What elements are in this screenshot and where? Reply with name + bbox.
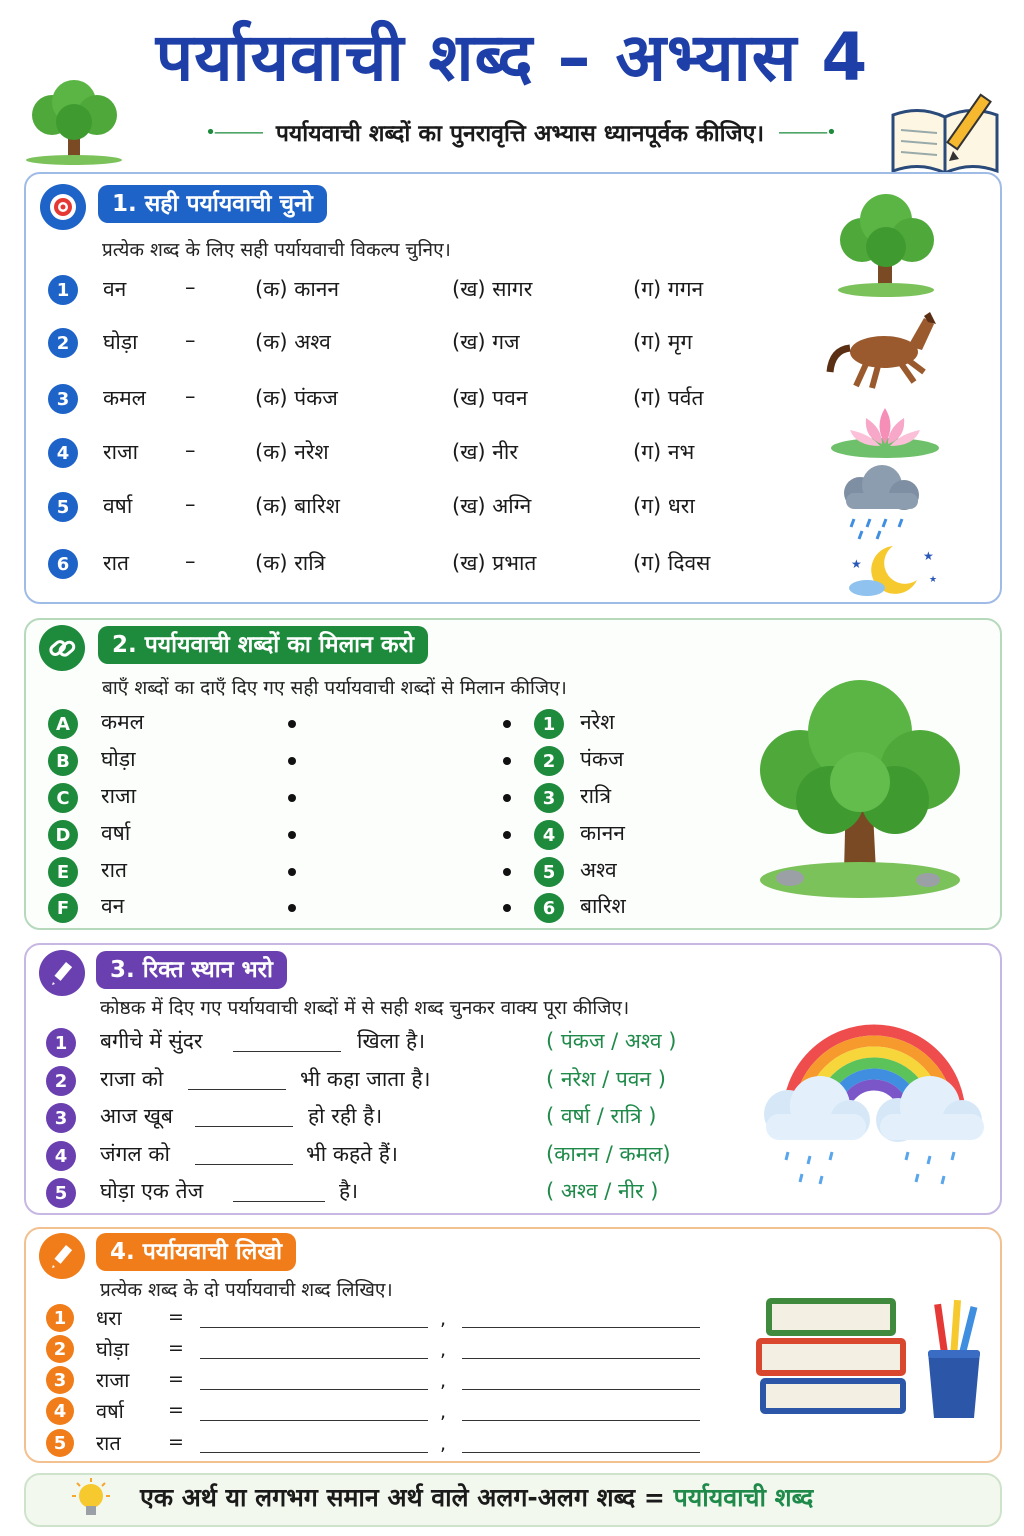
answer-blank[interactable] [188,1088,286,1090]
footer-definition-text: एक अर्थ या लगभग समान अर्थ वाले अलग-अलग शब्द = [140,1483,665,1512]
question-number: 3 [46,1103,76,1133]
footer-text [140,1480,813,1514]
dash: – [185,438,196,462]
question-word: वर्षा [96,1399,124,1423]
match-right-word: कानन [580,821,625,845]
question-number: 2 [46,1066,76,1096]
tree-icon [834,192,939,304]
match-left-dot[interactable] [288,831,296,839]
answer-blank-2[interactable] [462,1388,700,1390]
section-3-instruction: कोष्ठक में दिए गए पर्यायवाची शब्दों में से सही शब्द चुनकर वाक्य पूरा कीजिए। [100,997,630,1019]
sentence-start: जंगल को [100,1142,170,1166]
section-1-heading: 1. सही पर्यायवाची चुनो [98,185,327,223]
open-book-icon [885,85,1010,184]
option-ka[interactable]: (क) बारिश [255,494,340,518]
word-options: ( अश्व / नीर ) [546,1179,659,1203]
comma: , [440,1401,447,1423]
sentence-end: भी कहा जाता है। [300,1067,431,1091]
option-kha[interactable]: (ख) सागर [452,277,533,301]
option-kha[interactable]: (ख) गज [452,330,520,354]
match-right-dot[interactable] [503,794,511,802]
match-number: 1 [534,709,564,739]
match-right-dot[interactable] [503,831,511,839]
match-left-word: रात [101,858,127,882]
section-1-instruction: प्रत्येक शब्द के लिए सही पर्यायवाची विकल्प चुनिए। [102,239,451,261]
dash: – [185,549,196,573]
dash: – [185,384,196,408]
horse-icon [826,310,944,396]
option-ga[interactable]: (ग) मृग [633,330,693,354]
match-number: 4 [534,820,564,850]
answer-blank[interactable] [195,1125,293,1127]
pencil-cup-icon [924,1298,984,1426]
question-number: 4 [46,1141,76,1171]
rain-cloud-icon [830,465,928,545]
answer-blank-1[interactable] [200,1326,428,1328]
sentence-end: है। [339,1179,359,1203]
question-word: राजा [96,1368,130,1392]
option-ka[interactable]: (क) अश्व [255,330,331,354]
equals-sign: = [168,1399,184,1421]
sentence-start: बगीचे में सुंदर [100,1029,203,1053]
answer-blank[interactable] [233,1050,341,1052]
answer-blank[interactable] [233,1200,325,1202]
match-right-dot[interactable] [503,904,511,912]
books-icon [752,1286,912,1430]
question-number: 5 [46,1429,74,1457]
sentence-start: घोड़ा एक तेज [100,1179,204,1203]
svg-text:★: ★ [929,575,938,585]
question-word: घोड़ा [96,1337,129,1361]
subtitle: पर्यायवाची शब्दों का पुनरावृत्ति अभ्यास ध्यानपूर्वक कीजिए। [275,121,765,147]
match-left-word: वर्षा [101,821,131,845]
question-word: राजा [103,440,139,464]
option-ka[interactable]: (क) नरेश [255,440,329,464]
question-number: 5 [46,1178,76,1208]
link-icon [39,625,85,671]
page-title: पर्यायवाची शब्द – अभ्यास 4 [155,19,869,96]
match-letter: E [48,857,78,887]
match-letter: C [48,783,78,813]
match-letter: D [48,820,78,850]
question-word: घोड़ा [103,330,138,354]
question-word: रात [103,551,129,575]
match-left-dot[interactable] [288,868,296,876]
question-number: 3 [46,1366,74,1394]
answer-blank-2[interactable] [462,1451,700,1453]
question-number: 1 [46,1304,74,1332]
section-2-instruction: बाएँ शब्दों का दाएँ दिए गए सही पर्यायवाची शब्दों से मिलान कीजिए। [102,677,567,699]
match-right-dot[interactable] [503,720,511,728]
sentence-start: राजा को [100,1067,164,1091]
target-icon [40,184,86,230]
answer-blank-1[interactable] [200,1451,428,1453]
option-kha[interactable]: (ख) अग्नि [452,494,532,518]
sentence-end: खिला है। [357,1029,426,1053]
bulb-icon [66,1478,116,1526]
tree-icon [22,80,127,169]
match-letter: A [48,709,78,739]
answer-blank-2[interactable] [462,1419,700,1421]
question-number: 3 [48,384,78,414]
question-word: कमल [103,386,146,410]
option-ga[interactable]: (ग) पर्वत [633,386,704,410]
match-letter: F [48,893,78,923]
question-number: 2 [46,1335,74,1363]
section-4-heading: 4. पर्यायवाची लिखो [96,1233,296,1271]
answer-blank-1[interactable] [200,1419,428,1421]
section-2-heading: 2. पर्यायवाची शब्दों का मिलान करो [98,626,428,664]
match-left-dot[interactable] [288,757,296,765]
comma: , [440,1308,447,1330]
equals-sign: = [168,1306,184,1328]
comma: , [440,1433,447,1455]
pencil-icon [39,950,85,996]
svg-text:★: ★ [851,557,862,571]
equals-sign: = [168,1337,184,1359]
option-ka[interactable]: (क) पंकज [255,386,338,410]
match-number: 6 [534,893,564,923]
option-kha[interactable]: (ख) पवन [452,386,528,410]
match-left-dot[interactable] [288,794,296,802]
sentence-start: आज खूब [100,1104,173,1128]
match-right-word: रात्रि [580,784,612,808]
match-left-dot[interactable] [288,904,296,912]
sentence-end: भी कहते हैं। [306,1142,398,1166]
footer-highlight: पर्यायवाची शब्द [673,1483,814,1512]
match-left-word: राजा [101,784,137,808]
sentence-end: हो रही है। [308,1104,383,1128]
dash: – [185,275,196,299]
word-options: ( वर्षा / रात्रि ) [546,1104,657,1128]
option-ga[interactable]: (ग) धरा [633,494,695,518]
option-ga[interactable]: (ग) गगन [633,277,704,301]
match-left-word: वन [101,894,125,918]
match-letter: B [48,746,78,776]
match-right-dot[interactable] [503,757,511,765]
option-ka[interactable]: (क) कानन [255,277,340,301]
question-word: वर्षा [103,494,133,518]
word-options: ( पंकज / अश्व ) [546,1029,677,1053]
question-number: 4 [46,1397,74,1425]
match-number: 5 [534,857,564,887]
option-ka[interactable]: (क) रात्रि [255,551,326,575]
equals-sign: = [168,1368,184,1390]
option-kha[interactable]: (ख) प्रभात [452,551,537,575]
answer-blank-1[interactable] [200,1357,428,1359]
rainbow-icon [758,996,990,1196]
pencil-icon [39,1233,85,1279]
answer-blank-2[interactable] [462,1326,700,1328]
answer-blank-2[interactable] [462,1357,700,1359]
match-right-word: अश्व [580,858,617,882]
word-options: (कानन / कमल) [546,1142,671,1166]
section-3-heading: 3. रिक्त स्थान भरो [96,951,287,989]
question-number: 1 [46,1028,76,1058]
question-number: 2 [48,328,78,358]
tree-icon [750,672,970,908]
match-right-word: बारिश [580,894,626,918]
option-kha[interactable]: (ख) नीर [452,440,518,464]
match-right-word: नरेश [580,710,615,734]
match-right-dot[interactable] [503,868,511,876]
comma: , [440,1370,447,1392]
question-number: 6 [48,549,78,579]
option-ga[interactable]: (ग) दिवस [633,551,711,575]
dash: – [185,492,196,516]
match-number: 2 [534,746,564,776]
match-right-word: पंकज [580,747,624,771]
equals-sign: = [168,1431,184,1453]
answer-blank-1[interactable] [200,1388,428,1390]
question-number: 1 [48,275,78,305]
moon-icon [843,540,939,604]
word-options: ( नरेश / पवन ) [546,1067,666,1091]
answer-blank[interactable] [195,1163,293,1165]
option-ga[interactable]: (ग) नभ [633,440,695,464]
question-number: 5 [48,492,78,522]
question-number: 4 [48,438,78,468]
question-word: वन [103,277,127,301]
comma: , [440,1339,447,1361]
question-word: धरा [96,1306,122,1330]
match-left-word: कमल [101,710,144,734]
svg-text:★: ★ [923,549,934,563]
section-4-instruction: प्रत्येक शब्द के दो पर्यायवाची शब्द लिखिए। [100,1279,393,1301]
dash: – [185,328,196,352]
lotus-icon [826,400,944,464]
match-number: 3 [534,783,564,813]
question-word: रात [96,1431,121,1455]
match-left-word: घोड़ा [101,747,136,771]
match-left-dot[interactable] [288,720,296,728]
